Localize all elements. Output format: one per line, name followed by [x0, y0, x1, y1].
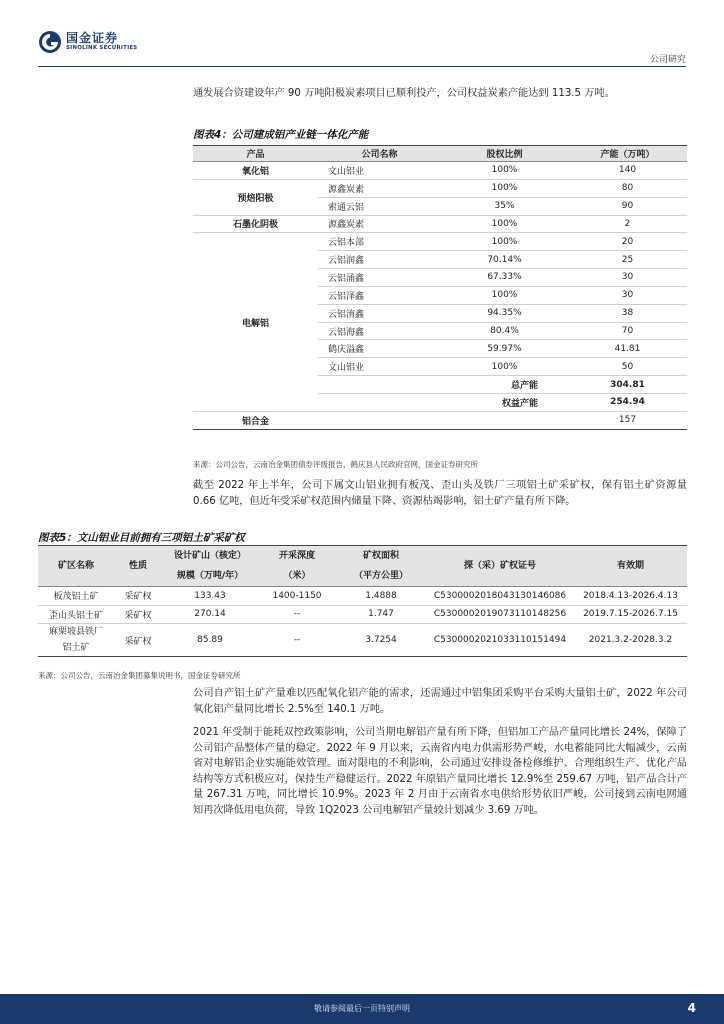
share-cell: 70.14%: [441, 251, 568, 269]
company-cell: 索通云铝: [318, 197, 441, 215]
capacity-cell: 50: [568, 358, 687, 376]
share-cell: 100%: [441, 233, 568, 251]
capacity-cell: 20: [568, 233, 687, 251]
paragraph-alumina-output: 公司自产铝土矿产量难以匹配氧化铝产能的需求，还需通过中铝集团采购平台采购大量铝土矿，2022 年公司氧化铝产量同比增长 2.5%至 140.1 万吨。: [193, 688, 687, 715]
capacity-cell: 70: [568, 322, 687, 340]
col-header-mine-name: 矿区名称: [38, 546, 114, 587]
page-footer: [0, 994, 724, 1024]
paragraph-bauxite-mines: 截至 2022 年上半年，公司下属文山铝业拥有板茂、歪山头及铁厂三项铝土矿采矿权，保有铝土矿资源量 0.66 亿吨，但近年受采矿权范围内储量下降、资源枯竭影响，铝土矿产量有所下降。: [193, 480, 687, 507]
company-cell: 云铝海鑫: [318, 322, 441, 340]
depth-cell: --: [258, 605, 336, 624]
validity-cell: 2018.4.13-2026.4.13: [574, 587, 687, 606]
company-cell: 文山铝业: [318, 162, 441, 180]
figure-4-title: 图表4：公司建成铝产业链一体化产能: [193, 129, 369, 141]
nature-cell: 采矿权: [114, 605, 162, 624]
table-row: [193, 179, 687, 197]
share-cell: 59.97%: [441, 340, 568, 358]
total-capacity-label: 总产能: [318, 376, 568, 394]
product-cell: 预焙阳极: [193, 179, 318, 215]
company-cell: 云铝淯鑫: [318, 304, 441, 322]
table-row: [193, 411, 687, 429]
license-cell: C5300002019073110148256: [426, 605, 574, 624]
share-cell: 80.4%: [441, 322, 568, 340]
mine-name-cell: 板茂铝土矿: [38, 587, 114, 606]
sinolink-logo-icon: [38, 30, 62, 54]
figure-5-source: 来源：公司公告，云南冶金集团募集说明书，国金证券研究所: [38, 671, 241, 680]
capacity-cell: 2: [568, 215, 687, 233]
capacity-table: [193, 145, 687, 430]
col-header-capacity: 产能（万吨）: [568, 146, 687, 162]
company-cell: 源鑫炭素: [318, 215, 441, 233]
logo: [38, 30, 137, 54]
equity-capacity-value: 254.94: [568, 393, 687, 411]
section-label: 公司研究: [649, 55, 686, 65]
area-cell: 1.4888: [336, 587, 426, 606]
total-capacity-value: 304.81: [568, 376, 687, 394]
nature-cell: 采矿权: [114, 624, 162, 657]
paragraph-carbon-capacity: 通发展合资建设年产 90 万吨阳极炭素项目已顺利投产，公司权益炭素产能达到 113.5 万吨。: [193, 88, 615, 99]
capacity-cell: 25: [568, 251, 687, 269]
capacity-cell: 157: [568, 411, 687, 429]
capacity-cell: 140: [568, 162, 687, 180]
figure-5-title: 图表5：文山铝业目前拥有三项铝土矿采矿权: [38, 532, 245, 544]
col-header-share: 股权比例: [441, 146, 568, 162]
mine-name-cell: 歪山头铝土矿: [38, 605, 114, 624]
nature-cell: 采矿权: [114, 587, 162, 606]
logo-name-cn: 国金证券: [66, 31, 119, 46]
col-header-license: 探（采）矿权证号: [426, 546, 574, 587]
table-row: [38, 624, 687, 657]
scale-cell: 133.43: [162, 587, 258, 606]
disclaimer-note: 敬请参阅最后一页特别声明: [314, 1004, 410, 1013]
table-row: [193, 162, 687, 180]
mine-name-cell: 麻栗坡县铁厂 铝土矿: [38, 624, 114, 657]
col-header-nature: 性质: [114, 546, 162, 587]
page-header: [0, 0, 724, 66]
col-header-design-scale: 设计矿山（核定） 规模（万吨/年）: [162, 546, 258, 587]
product-cell: 铝合金: [193, 411, 318, 429]
validity-cell: 2021.3.2-2028.3.2: [574, 624, 687, 657]
area-cell: 3.7254: [336, 624, 426, 657]
equity-capacity-label: 权益产能: [318, 393, 568, 411]
share-cell: 100%: [441, 215, 568, 233]
col-header-area: 矿权面积 （平方公里）: [336, 546, 426, 587]
company-cell: 云铝本部: [318, 233, 441, 251]
capacity-cell: 41.81: [568, 340, 687, 358]
product-cell: 氧化铝: [193, 162, 318, 180]
table-row: [193, 215, 687, 233]
capacity-cell: 30: [568, 269, 687, 287]
share-cell: 67.33%: [441, 269, 568, 287]
header-divider: [38, 66, 686, 67]
company-cell: 文山铝业: [318, 358, 441, 376]
scale-cell: 85.89: [162, 624, 258, 657]
table-row: [38, 587, 687, 606]
table-row: [193, 233, 687, 251]
table-row: [38, 605, 687, 624]
logo-name-en: SINOLINK SECURITIES: [66, 45, 138, 52]
share-cell: 35%: [441, 197, 568, 215]
license-cell: C5300002021033110151494: [426, 624, 574, 657]
depth-cell: --: [258, 624, 336, 657]
scale-cell: 270.14: [162, 605, 258, 624]
col-header-company: 公司名称: [318, 146, 441, 162]
company-cell: 云铝涌鑫: [318, 269, 441, 287]
share-cell: 100%: [441, 286, 568, 304]
page-number: 4: [687, 1001, 696, 1015]
product-cell: 电解铝: [193, 233, 318, 411]
product-cell: 石墨化阴极: [193, 215, 318, 233]
license-cell: C5300002018043130146086: [426, 587, 574, 606]
company-cell: 源鑫炭素: [318, 179, 441, 197]
capacity-cell: 90: [568, 197, 687, 215]
company-cell: 云铝泽鑫: [318, 286, 441, 304]
capacity-cell: 80: [568, 179, 687, 197]
mining-rights-table: [38, 545, 687, 657]
depth-cell: 1400-1150: [258, 587, 336, 606]
validity-cell: 2019.7.15-2026.7.15: [574, 605, 687, 624]
share-cell: 94.35%: [441, 304, 568, 322]
share-cell: 100%: [441, 358, 568, 376]
company-cell: 鹤庆溢鑫: [318, 340, 441, 358]
figure-4-source: 来源：公司公告，云南冶金集团债券评级报告，鹤庆县人民政府官网，国金证券研究所: [193, 460, 478, 469]
capacity-cell: 38: [568, 304, 687, 322]
paragraph-electrolytic-aluminum: 2021 年受制于能耗双控政策影响，公司当期电解铝产量有所下降，但铝加工产品产量同比增长 24%，保障了公司铝产品整体产量的稳定。2022 年 9 月以来，云南省内电力供需形势严峻，水电蓄能同比大幅减少，云南省对电解铝企业实施能效管理。面对限电的不利影响，公司通过安排设备检修维护、合理组织生产、优化产品结构等方式积极应对，保持生产稳健运行。2022 年原铝产量同比增长 12.9%至 259.67 万吨，铝产品合计产量 267.31 万吨，同比增长 10.9%。2023 年 2 月由于云南省水电供给形势依旧严峻，公司接到云南电网通知再次降低用电负荷，导致 1Q2023 公司电解铝产量较计划减少 3.69 万吨。: [193, 727, 688, 816]
capacity-cell: 30: [568, 286, 687, 304]
col-header-product: 产品: [193, 146, 318, 162]
table-header-row: [38, 546, 687, 587]
share-cell: 100%: [441, 179, 568, 197]
col-header-depth: 开采深度 （米）: [258, 546, 336, 587]
share-cell: 100%: [441, 162, 568, 180]
company-cell: 云铝润鑫: [318, 251, 441, 269]
col-header-validity: 有效期: [574, 546, 687, 587]
table-header-row: [193, 146, 687, 162]
area-cell: 1.747: [336, 605, 426, 624]
